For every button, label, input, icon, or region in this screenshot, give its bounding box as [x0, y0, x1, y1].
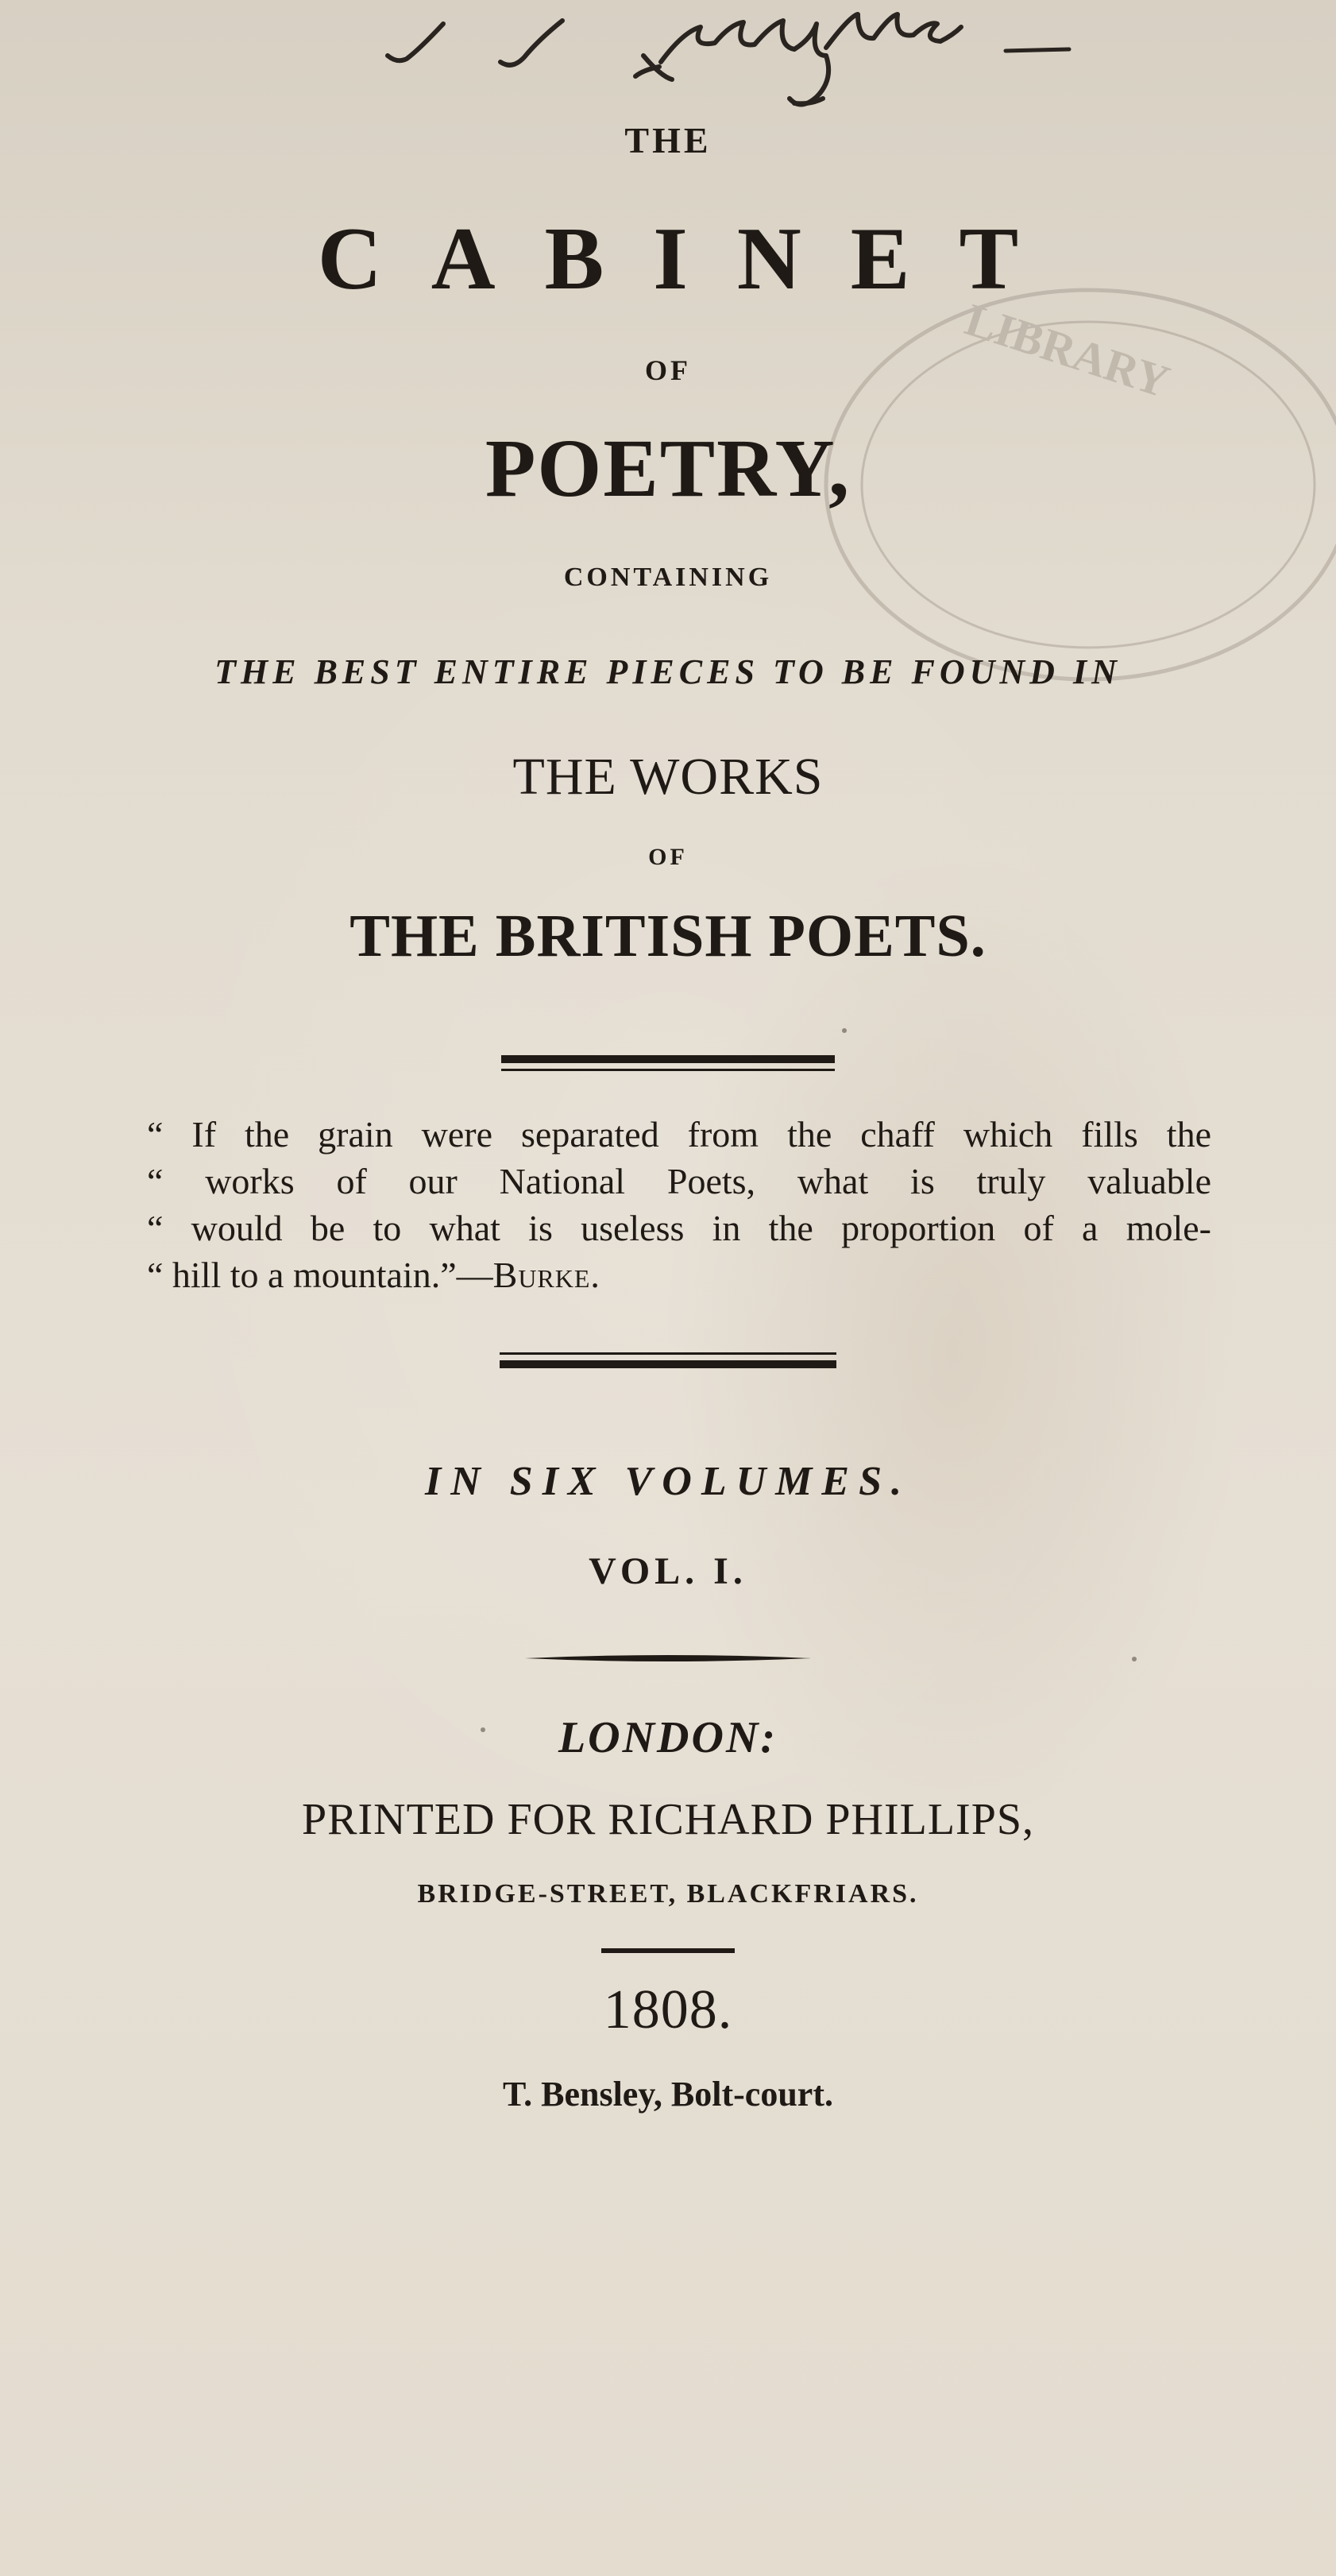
epigraph-line: “ hill to a mountain.”—	[147, 1255, 493, 1295]
printer-credit: T. Bensley, Bolt-court.	[503, 2075, 833, 2114]
imprint-publisher: PRINTED FOR RICHARD PHILLIPS,	[302, 1795, 1034, 1844]
double-rule-bottom	[500, 1352, 836, 1370]
ink-speck	[842, 1028, 847, 1033]
title-poetry: POETRY,	[485, 423, 851, 514]
title-of: OF	[645, 354, 691, 386]
swelled-rule	[525, 1654, 811, 1663]
imprint-year: 1808.	[603, 1979, 733, 2040]
subtitle-containing: CONTAINING	[563, 563, 773, 592]
epigraph-line: “ If the grain were separated from the chaff which fills the	[147, 1114, 1211, 1155]
short-rule	[601, 1948, 735, 1953]
subtitle-the-works: THE WORKS	[512, 748, 824, 806]
signature-text: J J Laughter	[763, 119, 766, 120]
subtitle-british-poets: THE BRITISH POETS.	[349, 903, 987, 969]
subtitle-best-pieces: THE BEST ENTIRE PIECES TO BE FOUND IN	[214, 652, 1122, 691]
title-the: THE	[624, 120, 712, 161]
volume-number: VOL. I.	[589, 1550, 747, 1592]
imprint-address: BRIDGE-STREET, BLACKFRIARS.	[417, 1879, 919, 1909]
title-cabinet: CABINET	[317, 210, 1068, 308]
epigraph-line-last	[147, 1251, 1211, 1298]
handwritten-signature	[381, 0, 1144, 127]
ink-speck	[481, 1727, 485, 1732]
epigraph-author: Burke.	[492, 1255, 600, 1295]
ink-speck	[1132, 1657, 1137, 1661]
subtitle-of: OF	[648, 844, 688, 870]
epigraph	[147, 1111, 1211, 1298]
imprint-place: LONDON:	[558, 1713, 778, 1762]
epigraph-line: “ works of our National Poets, what is truly valuable	[147, 1161, 1211, 1201]
svg-text:LIBRARY: LIBRARY	[959, 293, 1176, 408]
epigraph-line: “ would be to what is useless in the proportion of a mole-	[147, 1208, 1211, 1248]
double-rule-top	[501, 1055, 835, 1074]
volume-count: IN SIX VOLUMES.	[424, 1459, 912, 1504]
